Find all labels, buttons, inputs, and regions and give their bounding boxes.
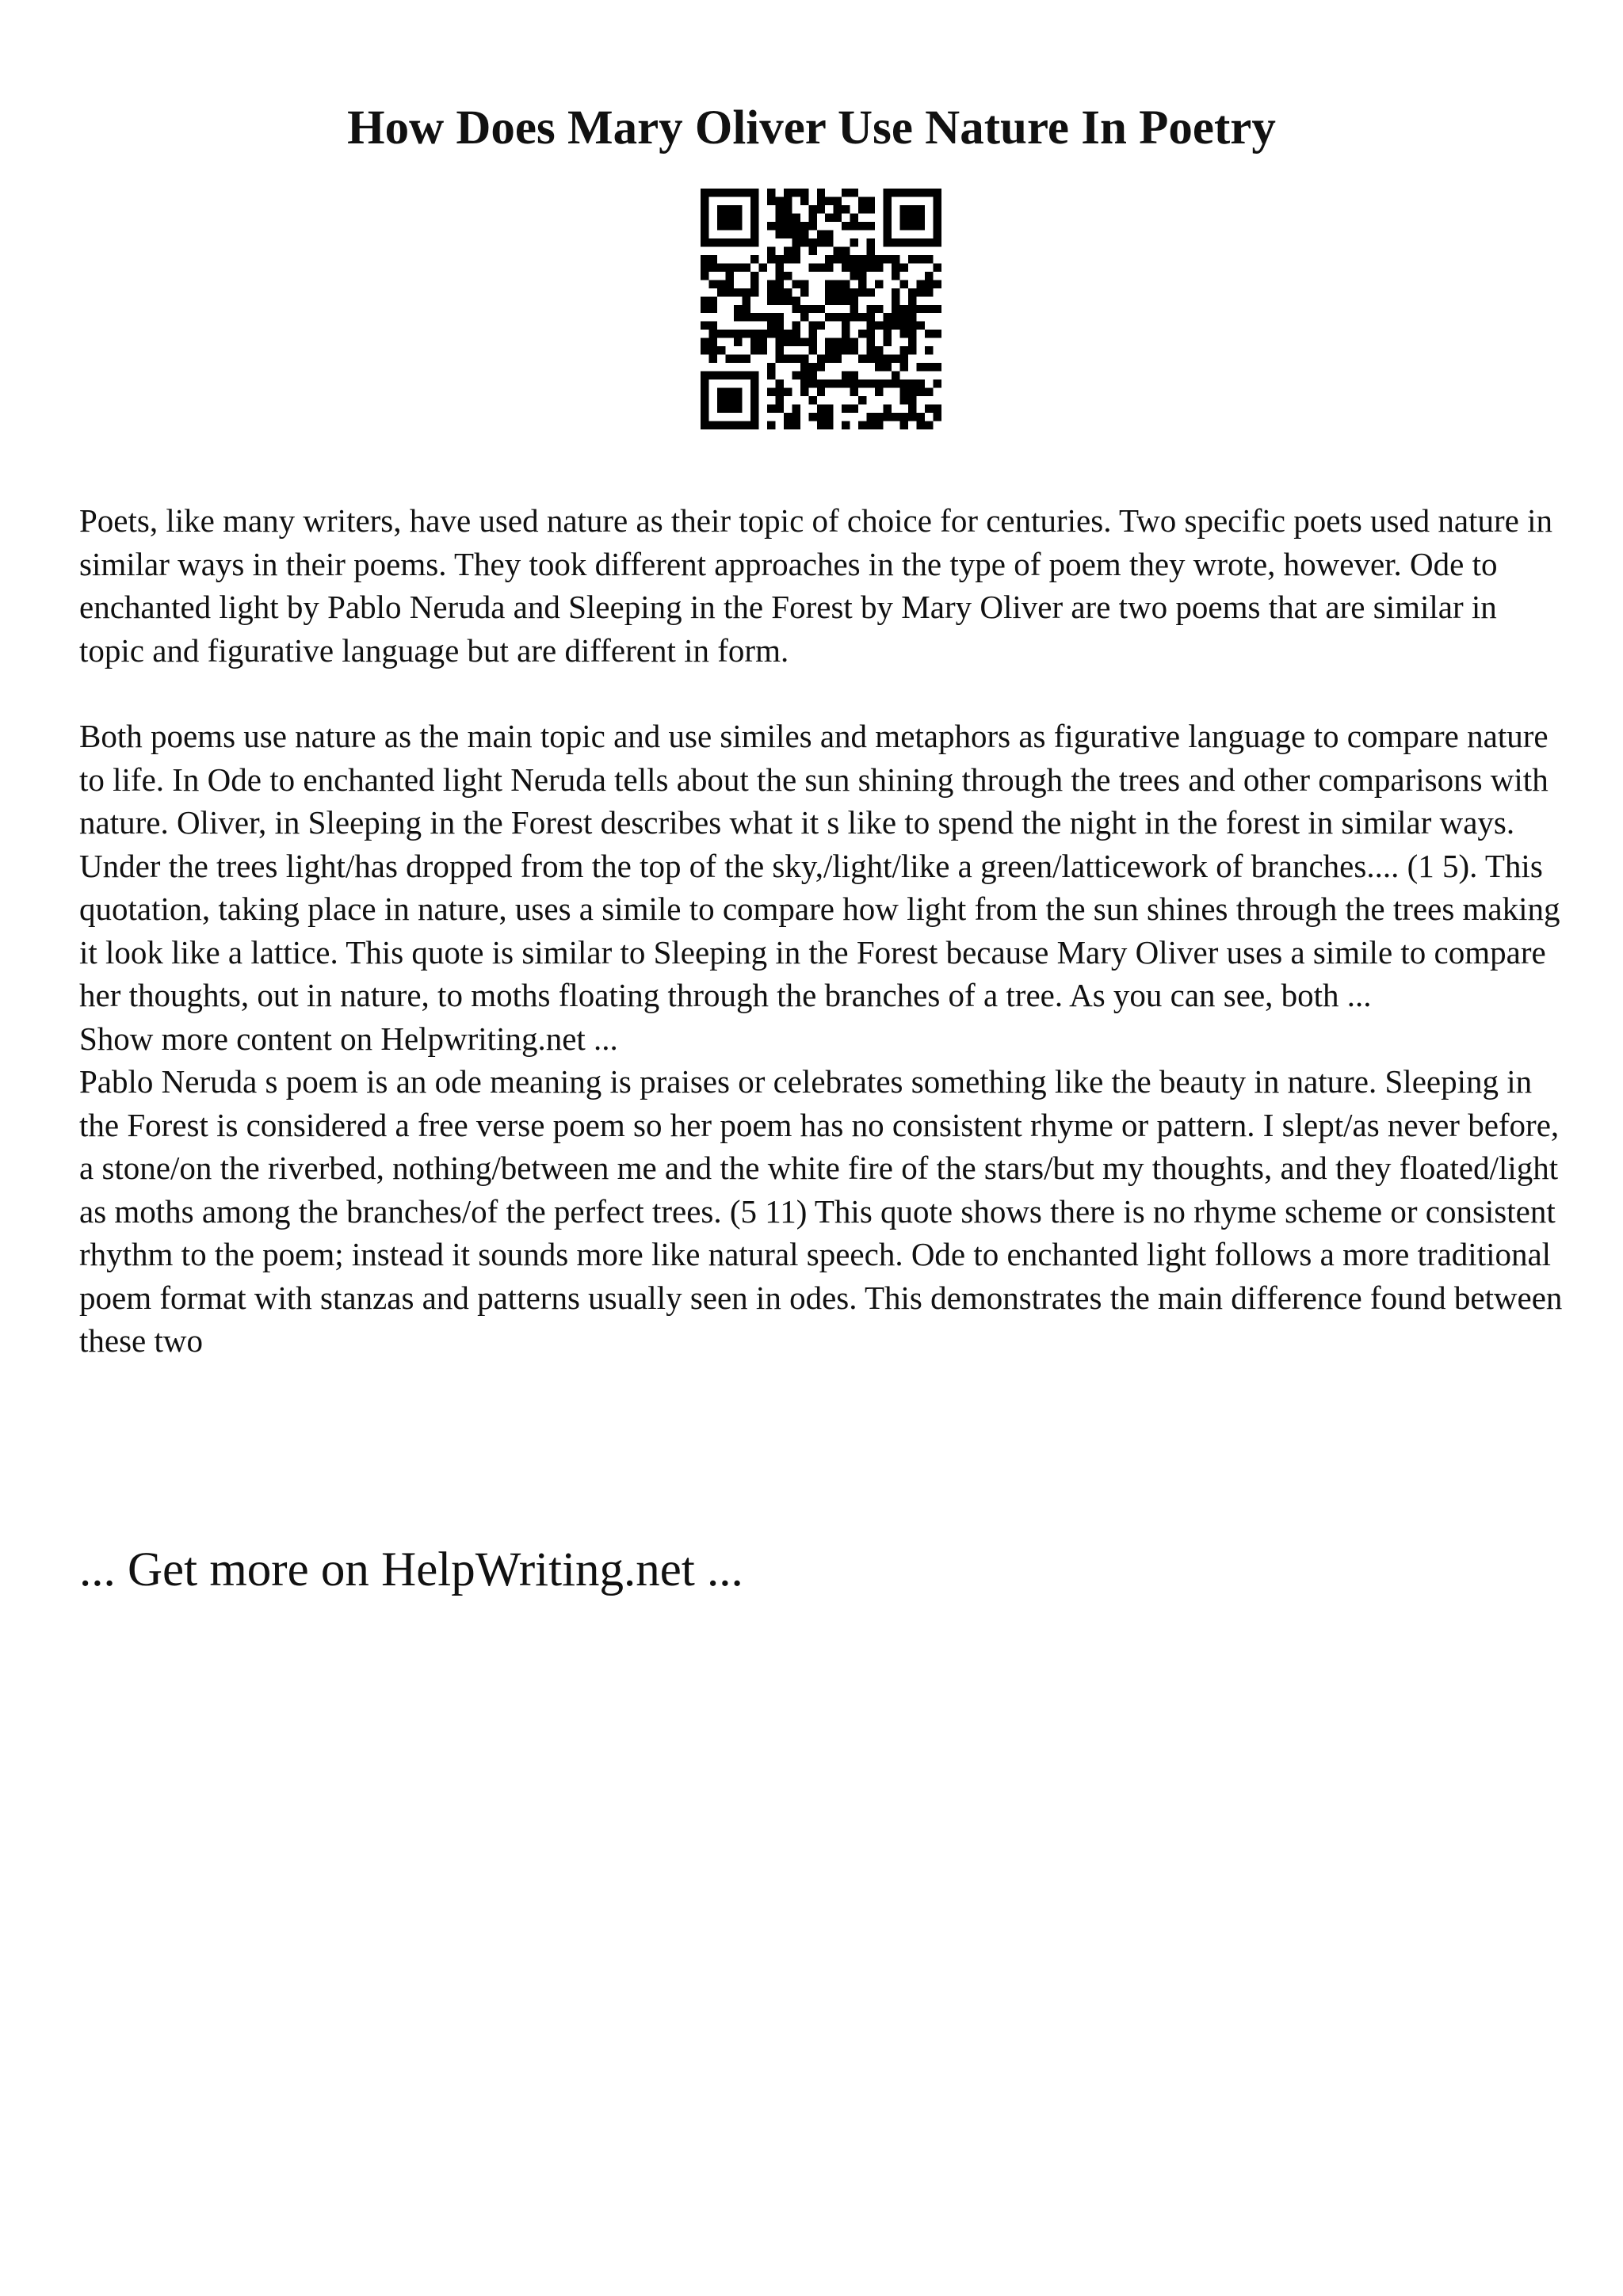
get-more-link[interactable]: ... Get more on HelpWriting.net ... — [79, 1543, 743, 1596]
paragraph-form: Pablo Neruda s poem is an ode meaning is praises or celebrates something like the beauty in nature. Sleeping in the Forest is considered a free verse poem so her poem has no consistent rhyme or pattern. I slept/as never before, a stone/on the riverbed, nothing/between me and the white fire of the stars/but my thoughts, and they floated/light as moths among the branches/of the perfect trees. (5 11) This quote shows there is no rhyme scheme or consistent rhythm to the poem; instead it sounds more like natural speech. Ode to enchanted light follows a more traditional poem format with stanzas and patterns usually seen in odes. This demonstrates the main difference found between these two — [79, 1063, 1563, 1359]
paragraph-intro: Poets, like many writers, have used nature as their topic of choice for centuries. Two specific poets used nature in similar ways in their poems. They took different approaches in the type of poem they wrote, however. Ode to enchanted light by Pablo Neruda and Sleeping in the Forest by Mary Oliver are two poems that are similar in topic and figurative language but are different in form. — [79, 502, 1553, 669]
paragraph-comparison: Both poems use nature as the main topic and use similes and metaphors as figurative language to compare nature to life. In Ode to enchanted light Neruda tells about the sun shining through the trees and other comparisons with nature. Oliver, in Sleeping in the Forest describes what it s like to spend the night in the forest in similar ways. Under the trees light/has dropped from the top of the sky,/light/like a green/latticework of branches.... (1 5). This quotation, taking place in nature, uses a simile to compare how light from the sun shines through the trees making it look like a lattice. This quote is similar to Sleeping in the Forest because Mary Oliver uses a simile to compare her thoughts, out in nature, to moths floating through the branches of a tree. As you can see, both ... — [79, 718, 1560, 1013]
qr-code-icon — [701, 189, 941, 429]
show-more-link[interactable]: Show more content on Helpwriting.net ... — [79, 1020, 618, 1057]
article-body — [79, 499, 1569, 1363]
page-title: How Does Mary Oliver Use Nature In Poetry — [347, 101, 1276, 154]
